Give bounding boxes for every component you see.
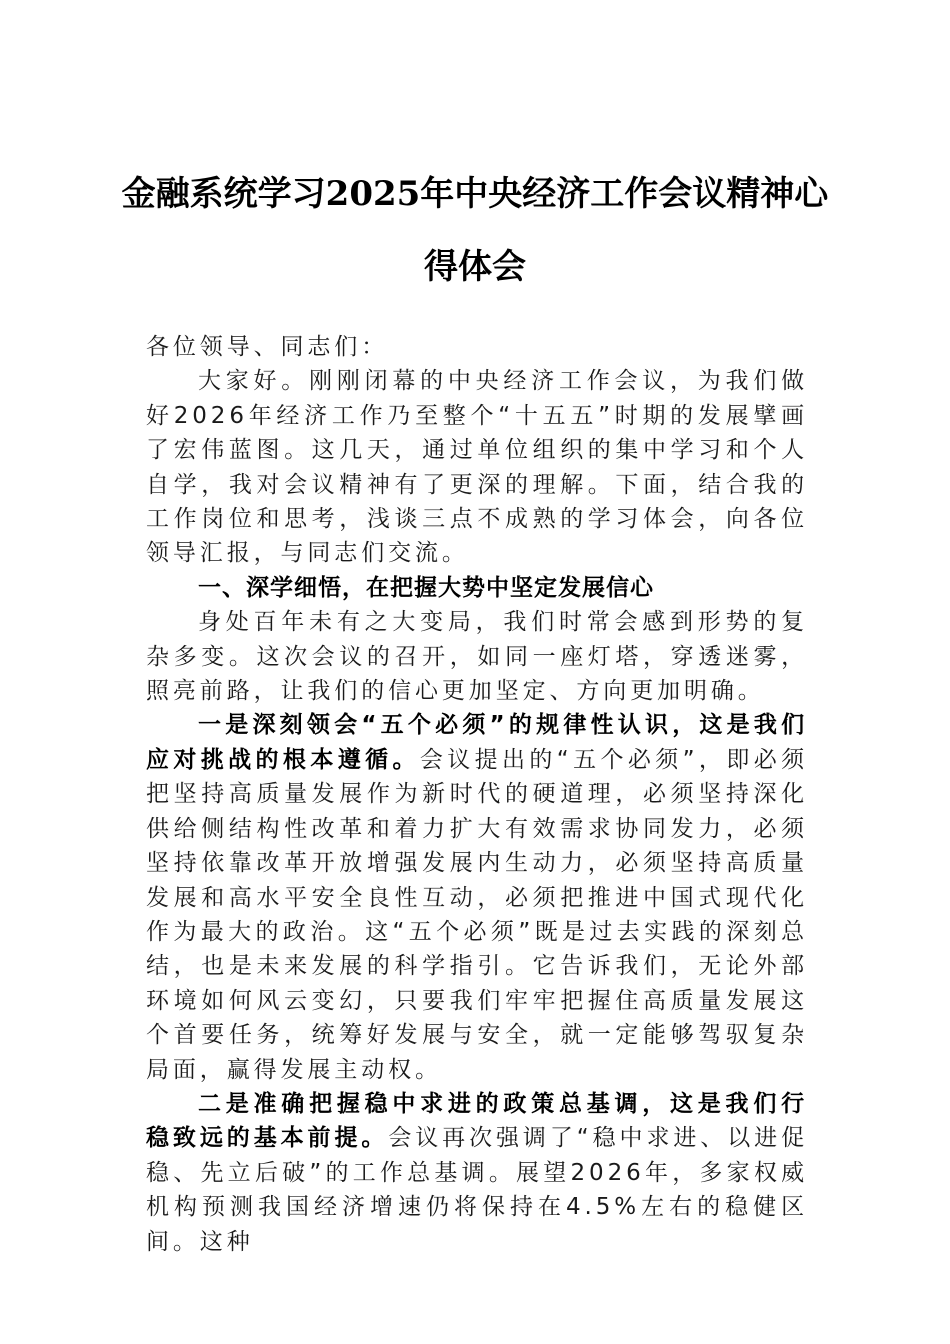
point-2-paragraph [146, 1087, 808, 1259]
greeting: 各位领导、同志们： [146, 334, 389, 360]
point-1-lead: 一是深刻领会“五个必须”的规律性认识，这是我们应对挑战的根本遵循。 [146, 712, 808, 773]
point-1-text: 会议提出的“五个必须”，即必须把坚持高质量发展作为新时代的硬道理，必须坚持深化供给侧结构性改革和着力扩大有效需求协同发力，必须坚持依靠改革开放增强发展内生动力，必须坚持高质量发展和高水平安全良性互动，必须把推进中国式现代化作为最大的政治。这“五个必须”既是过去实践的深刻总结，也是未来发展的科学指引。它告诉我们，无论外部环境如何风云变幻，只要我们牢牢把握住高质量发展这个首要任务，统筹好发展与安全，就一定能够驾驭复杂局面，赢得发展主动权。 [146, 746, 808, 1083]
document-body [146, 330, 808, 1259]
point-1-paragraph [146, 708, 808, 1086]
section-heading-1: 一、深学细悟，在把握大势中坚定发展信心 [198, 574, 654, 601]
section-1-intro-paragraph: 身处百年未有之大变局，我们时常会感到形势的复杂多变。这次会议的召开，如同一座灯塔，穿透迷雾，照亮前路，让我们的信心更加坚定、方向更加明确。 [146, 609, 808, 705]
point-2-text: 会议再次强调了“稳中求进、以进促稳、先立后破”的工作总基调。展望2026年，多家权威机构预测我国经济增速仍将保持在4.5%左右的稳健区间。这种 [146, 1125, 808, 1255]
point-2-lead: 二是准确把握稳中求进的政策总基调，这是我们行稳致远的基本前提。 [146, 1090, 808, 1152]
intro-paragraph: 大家好。刚刚闭幕的中央经济工作会议，为我们做好2026年经济工作乃至整个“十五五”时期的发展擘画了宏伟蓝图。这几天，通过单位组织的集中学习和个人自学，我对会议精神有了更深的理解。下面，结合我的工作岗位和思考，浅谈三点不成熟的学习体会，向各位领导汇报，与同志们交流。 [146, 368, 808, 567]
document-title: 金融系统学习2025年中央经济工作会议精神心得体会 [121, 174, 829, 287]
